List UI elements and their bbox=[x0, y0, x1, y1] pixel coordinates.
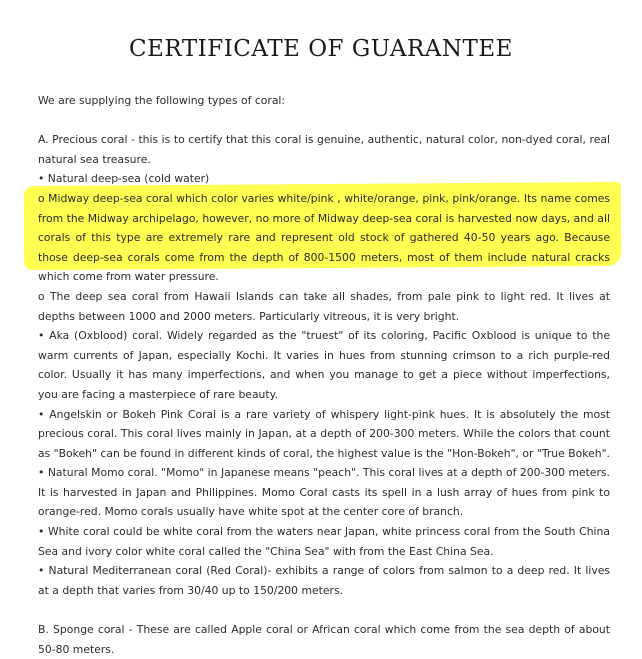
aka-coral-item: • Aka (Oxblood) coral. Widely regarded as the "truest" of its coloring, Pacific Oxblood is unique to the warm currents of Japan, especially Kochi. It varies in hues from stunning crimson to a rich purple-red color. Usually it has many imperfections, and when you manage to get a piece without imperfections, you are facing a masterpiece of rare beauty. bbox=[38, 329, 610, 401]
white-coral-item: • White coral could be white coral from the waters near Japan, white princess coral from the South China Sea and ivory color white coral called the "China Sea" with from the East China Sea. bbox=[38, 525, 610, 558]
hawaii-coral-item: o The deep sea coral from Hawaii Islands can take all shades, from pale pink to light red. It lives at depths between 1000 and 2000 meters. Particularly vitreous, it is very bright. bbox=[38, 289, 610, 323]
certificate-body bbox=[38, 91, 610, 659]
precious-coral-heading: A. Precious coral - this is to certify that this coral is genuine, authentic, natural color, non-dyed coral, real natural sea treasure. bbox=[38, 133, 610, 166]
spacer bbox=[38, 111, 610, 131]
sponge-coral-heading: B. Sponge coral - These are called Apple coral or African coral which come from the sea depth of about 50-80 meters. bbox=[38, 623, 610, 656]
spacer bbox=[38, 600, 610, 620]
intro-paragraph: We are supplying the following types of coral: bbox=[38, 94, 286, 107]
momo-coral-item: • Natural Momo coral. "Momo" in Japanese means "peach". This coral lives at a depth of 200-300 meters. It is harvested in Japan and Philippines. Momo Coral casts its spell in a lush array of hues from pink to orange-red. Momo corals usually have white spot at the center core of branch. bbox=[38, 466, 610, 519]
natural-deep-sea-item: • Natural deep-sea (cold water) bbox=[38, 172, 210, 186]
angelskin-coral-item: • Angelskin or Bokeh Pink Coral is a rare variety of whispery light-pink hues. It is absolutely the most precious coral. This coral lives mainly in Japan, at a depth of 200-300 meters. While the colors that count as "Bokeh" can be found in different kinds of coral, the highest value is the "Hon-Bokeh", or "True Bokeh". bbox=[38, 407, 610, 460]
midway-coral-item: o Midway deep-sea coral which color varies white/pink , white/orange, pink, pink/orange. Its name comes from the Midway archipelago, however, no more of Midway deep-sea coral is harvested now days, and all corals of this type are extremely rare and represent old stock of gathered 40-50 years ago. Because those deep-sea corals come from the depth of 800-1500 meters, most of them include natural cracks which come from water pressure. bbox=[38, 191, 610, 284]
mediterranean-coral-item: • Natural Mediterranean coral (Red Coral)- exhibits a range of colors from salmon to a deep red. It lives at a depth that varies from 30/40 up to 150/200 meters. bbox=[38, 564, 610, 597]
page-title: CERTIFICATE OF GUARANTEE bbox=[129, 36, 513, 62]
